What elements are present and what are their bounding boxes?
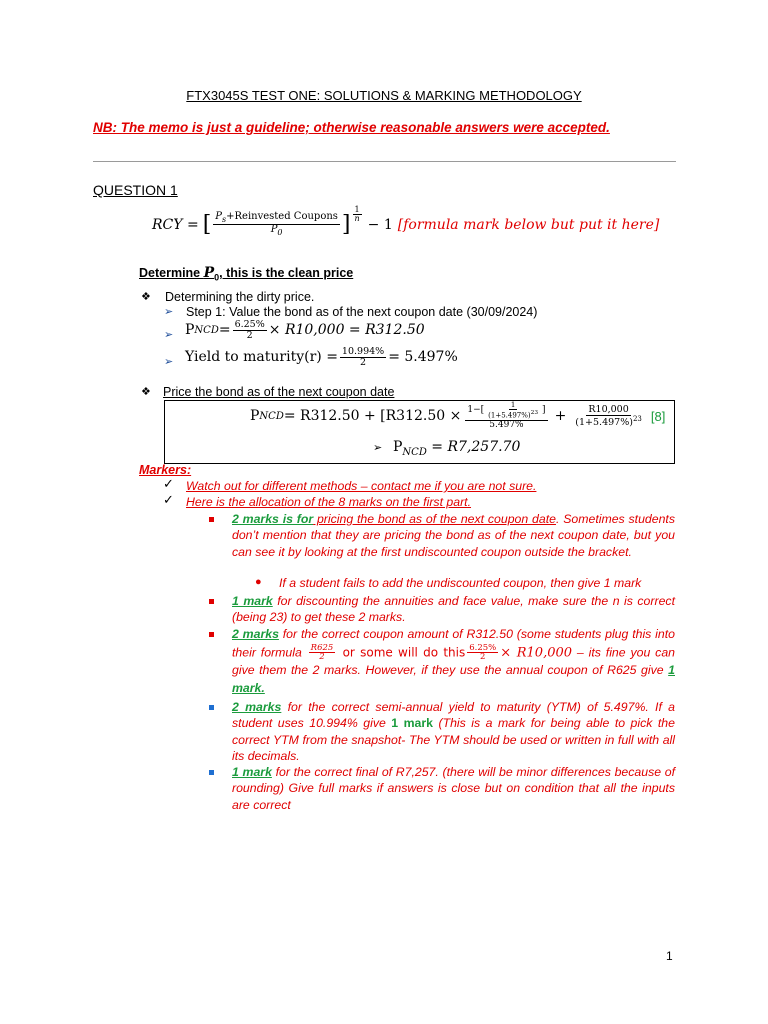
square-bullet-icon <box>209 599 214 604</box>
determine-heading <box>139 265 353 283</box>
item3-mark: 2 marks <box>232 627 279 641</box>
box-f1-den: 5.497% <box>489 420 524 431</box>
box-p: P <box>250 408 260 425</box>
determine-p: P <box>203 265 215 281</box>
document-title: FTX3045S TEST ONE: SOLUTIONS & MARKING METHODOLOGY <box>186 88 582 103</box>
rcy-den-p: P <box>270 224 278 236</box>
item3-frac2-num: 6.25% <box>469 642 497 653</box>
box-f1-num-exp: 23 <box>530 410 539 417</box>
rcy-lhs: RCY = <box>152 216 199 233</box>
arrow-bullet-icon: ➢ <box>164 355 174 368</box>
marker-item-5 <box>232 764 675 813</box>
item2-rest: for discounting the annuities and face value, make sure the n is correct (being 23) to get these 2 marks. <box>232 594 675 625</box>
rcy-den-sub: 0 <box>277 228 283 238</box>
page-number: 1 <box>666 949 673 963</box>
dot-bullet-icon: ● <box>255 576 262 588</box>
marker-item-1 <box>232 511 675 560</box>
pricing-result <box>393 438 520 458</box>
item1-rest: . Sometimes students don’t mention that they are pricing the bond as of the next coupon date, but you can see it by looking at the first undiscounted coupon outside the bracket. <box>232 512 675 559</box>
divider <box>93 161 676 162</box>
marker-check-1: Watch out for different methods – contact me if you are not sure. <box>186 479 537 493</box>
rcy-num-p: P <box>215 211 223 222</box>
rcy-exp-num: 1 <box>354 205 360 214</box>
determine-sub: 0 <box>214 272 220 283</box>
box-f1-num-b: 1 <box>510 401 516 409</box>
box-f2-den: (1+5.497%) <box>575 416 633 428</box>
item4-rest-b: (This is a mark for being able to pick the correct YTM from the snapshot- The YTM should be used or written in full with all its decimals. <box>232 716 675 763</box>
diamond-bullet-icon: ❖ <box>141 385 151 398</box>
ytm-formula <box>185 347 458 368</box>
pncd-eq: = <box>218 322 231 339</box>
rcy-num-rest: +Reinvested Coupons <box>226 211 338 222</box>
box-f2-num: R10,000 <box>588 403 629 415</box>
item3-mark2: 1 mark. <box>232 663 675 695</box>
box-f1-num-c: (1+5.497%) <box>488 411 531 420</box>
marker-item-3 <box>232 626 675 697</box>
rcy-num-sub: s <box>222 215 227 224</box>
arrow-bullet-icon: ➢ <box>164 305 174 318</box>
box-f1-num-a: 1−[ <box>467 405 485 416</box>
square-bullet-icon <box>209 705 214 710</box>
box-plus: + <box>554 408 567 425</box>
arrow-bullet-icon: ➢ <box>164 328 174 341</box>
item5-mark: 1 mark <box>232 765 272 779</box>
item3-frac2-den: 2 <box>480 652 486 663</box>
result-rhs: = R7,257.70 <box>426 439 521 455</box>
square-bullet-icon <box>209 632 214 637</box>
dirty-price-line: Determining the dirty price. <box>165 290 315 304</box>
pncd-p: P <box>185 322 195 339</box>
item3-times: × R10,000 <box>500 645 573 661</box>
item5-rest: for the correct final of R7,257. (there will be minor differences because of rounding) Give full marks if answers is close but on condition that all the inputs are correct <box>232 765 675 812</box>
item3-rest-b: – its fine you can give them the 2 marks. However, if they use the annual coupon of R625 give <box>232 645 675 678</box>
ytm-den: 2 <box>360 356 367 368</box>
result-sub: NCD <box>402 446 427 458</box>
marker-item-4 <box>232 699 675 764</box>
item1-underlined: pricing the bond as of the next coupon date <box>313 512 556 526</box>
check-icon: ✓ <box>163 477 174 492</box>
marker-item-1-sub: If a student fails to add the undiscounted coupon, then give 1 mark <box>279 576 642 590</box>
ytm-num: 10.994% <box>341 346 385 357</box>
rcy-formula: RCY = [ $\frac{P_s+Reinvested Coupons}{P_0}$ ] $\frac{1}{n}$ − 1 [formula mark below but put it here] <box>152 205 660 238</box>
item3-rest-a: for the correct coupon amount of R312.50 (some students plug this into their formula <box>232 627 675 660</box>
item1-mark: 2 marks is for <box>232 512 314 526</box>
pncd-coupon-formula <box>185 320 425 341</box>
box-eq1: = R312.50 + [R312.50 × <box>283 408 462 425</box>
price-heading: Price the bond as of the next coupon date <box>163 385 395 399</box>
pncd-sub: NCD <box>194 324 219 336</box>
question-heading: QUESTION 1 <box>93 182 178 198</box>
item3-frac1-num: R625 <box>310 642 334 653</box>
markers-heading: Markers: <box>139 463 192 477</box>
box-mark: [8] <box>650 408 666 424</box>
item2-mark: 1 mark <box>232 594 273 608</box>
square-bullet-icon <box>209 770 214 775</box>
box-f1-num-d: ] <box>542 405 546 416</box>
marker-check-2: Here is the allocation of the 8 marks on the first part. <box>186 495 472 509</box>
box-f2-den-exp: 23 <box>632 414 642 423</box>
determine-pre: Determine <box>139 266 204 280</box>
rcy-note: [formula mark below but put it here] <box>397 216 660 233</box>
item3-frac1-den: 2 <box>319 652 325 663</box>
arrow-bullet-icon: ➢ <box>373 441 383 454</box>
rcy-minus: − 1 <box>367 216 393 233</box>
check-icon: ✓ <box>163 493 174 508</box>
box-sub: NCD <box>259 410 284 422</box>
square-bullet-icon <box>209 517 214 522</box>
determine-post: , this is the clean price <box>219 266 354 280</box>
ytm-lhs: Yield to maturity(r) = <box>185 349 338 366</box>
marker-item-2 <box>232 593 675 626</box>
step1-line: Step 1: Value the bond as of the next coupon date (30/09/2024) <box>186 305 538 319</box>
rcy-exp-den: n <box>354 214 360 224</box>
pncd-rhs: × R10,000 = R312.50 <box>268 322 425 339</box>
item4-mark2: 1 mark <box>391 716 434 731</box>
item4-rest-a: for the correct semi-annual yield to maturity (YTM) of 5.497%. If a student uses 10.994% give <box>232 700 675 731</box>
pncd-den: 2 <box>246 329 253 341</box>
item4-mark: 2 marks <box>232 700 282 714</box>
ytm-rhs: = 5.497% <box>388 349 458 366</box>
pncd-num: 6.25% <box>234 319 265 330</box>
diamond-bullet-icon: ❖ <box>141 290 151 303</box>
pricing-formula <box>250 402 665 430</box>
nb-note: NB: The memo is just a guideline; otherwise reasonable answers were accepted. <box>93 120 610 135</box>
result-p: P <box>393 439 403 455</box>
item3-mid: or some will do this <box>337 645 466 660</box>
